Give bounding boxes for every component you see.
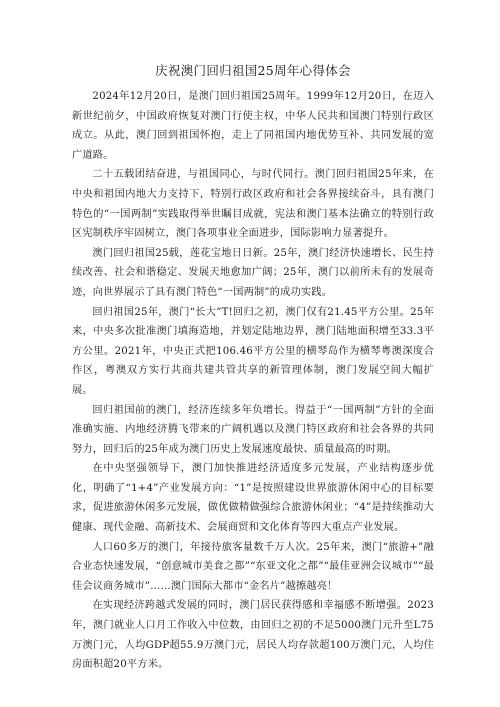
document-title: 庆祝澳门回归祖国25周年心得体会 [155, 63, 351, 78]
document-body [72, 87, 434, 675]
paragraph-livelihood: 在实现经济跨越式发展的同时，澳门居民获得感和幸福感不断增强。2023年，澳门就业人口月工作收入中位数，由回归之初的不足5000澳门元升至L75万澳门元，人均GDP超55.9万澳门元，居民人均存款超100万澳门元，人均住房面积超20平方米。 [72, 600, 434, 671]
paragraph-anniversary-intro: 2024年12月20日，是澳门回归祖国25周年。1999年12月20日，在迈入新世纪前夕，中国政府恢复对澳门行使主权，中华人民共和国澳门特别行政区成立。从此，澳门回到祖国怀抱，走上了同祖国内地优势互补、共同发展的宽广道路。 [72, 91, 434, 161]
paragraph-lotus-land: 澳门回归祖国25载，莲花宝地日日新。25年，澳门经济快速增长、民生持续改善、社会和谐稳定、发展天地愈加广阔；25年，澳门以前所未有的发展奇迹，向世界展示了具有澳门特色“一国两制”的成功实践。 [72, 247, 434, 298]
paragraph-land-area: 回归祖国25年，澳门“长大”T!回归之初，澳门仅有21.45平方公里。25年来，中央多次批准澳门填海造地，并划定陆地边界，澳门陆地面积增至33.3平方公里。2021年，中央正式把106.46平方公里的横琴岛作为横琴粤澳深度合作区，粤澳双方实行共商共建共管共享的新管理体制，澳门发展空间大幅扩展。 [72, 306, 434, 396]
paragraph-economic-growth: 回归祖国前的澳门，经济连续多年负增长。得益于“一国两制”方针的全面准确实施、内地经济腾飞带来的广阔机遇以及澳门特区政府和社会各界的共同努力，回归后的25年成为澳门历史上发展速度最快、质量最高的时期。 [72, 404, 434, 455]
paragraph-one-country-two-systems: 二十五载团结奋进，与祖国同心，与时代同行。澳门回归祖国25年来，在中央和祖国内地大力支持下，特别行政区政府和社会各界接续奋斗，具有澳门特色的“一国两制”实践取得举世瞩目成就，宪法和澳门基本法确立的特别行政区宪制秩序牢固树立，澳门各项事业全面进步，国际影响力显著提升。 [72, 169, 434, 240]
paragraph-industry-diversification: 在中央坚强领导下，澳门加快推进经济适度多元发展，产业结构逐步优化，明确了“1+4”产业发展方向：“1”是按照建设世界旅游休闲中心的目标要求，促进旅游休闲多元发展，做优做精做强综合旅游休闲业；“4”是持续推动大健康、现代金融、高新技术、会展商贸和文化体育等四大重点产业发展。 [72, 463, 434, 534]
paragraph-tourism: 人口60多万的澳门，年接待旅客量数千万人次。25年来，澳门“旅游+”融合业态快速发展，“创意城市美食之都”“东亚文化之都”“最佳亚洲会议城市”“最佳会议商务城市”……澳门国际大都市“金名片”越擦越亮！ [72, 541, 434, 592]
